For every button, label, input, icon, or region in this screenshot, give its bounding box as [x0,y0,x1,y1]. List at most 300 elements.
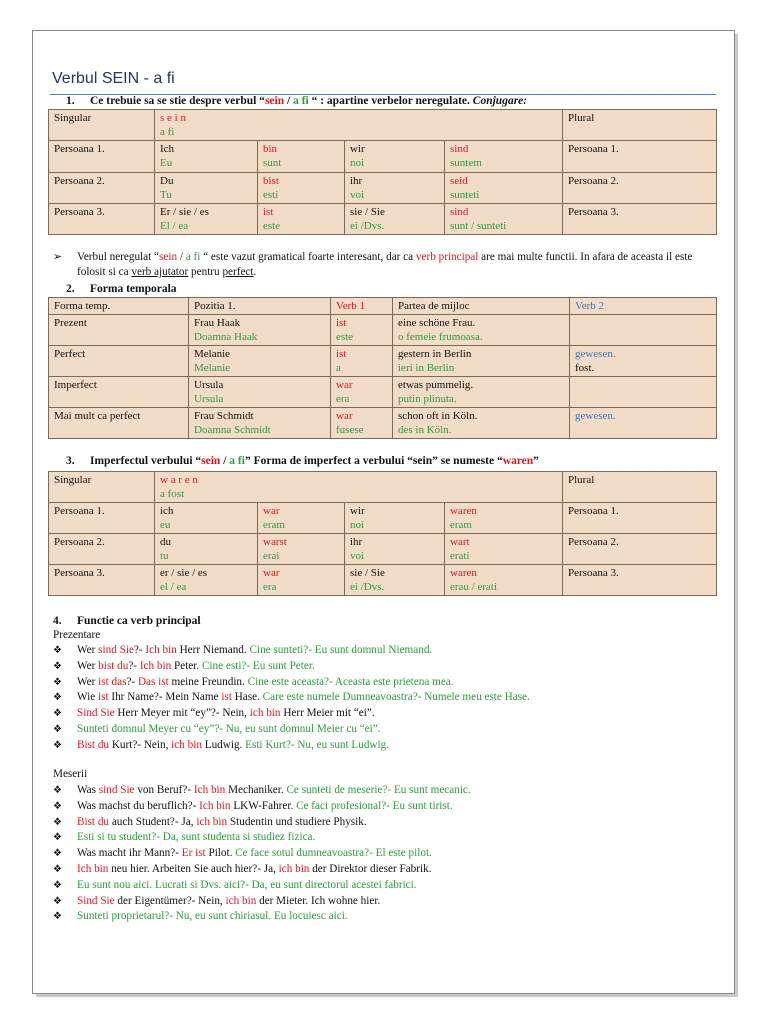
text-run: Du [160,175,174,187]
text-run: Plural [568,112,595,124]
cell-line [450,580,558,594]
table-cell [49,377,189,408]
diamond-bullet-icon: ❖ [53,723,62,735]
text-run: er / sie / es [160,567,208,579]
text-run: a fi [160,126,175,138]
list-item [53,894,471,910]
diamond-bullet-icon: ❖ [53,660,62,672]
text-run: Doamna Haak [194,331,258,343]
cell-line [160,518,253,532]
cell-line [350,205,440,219]
text-run: Care este numele Dumneavoastra?- Numele meu este Hase. [262,691,530,704]
table-cell [49,346,189,377]
cell-line [194,423,326,437]
table-cell [49,534,155,565]
text-run: Verb 1 [336,300,366,312]
cell-line [263,188,340,202]
table-cell [570,315,717,346]
cell-line [350,535,440,549]
table-cell [570,298,717,315]
text-run: der Direktor dieser Fabrik. [309,862,432,875]
cell-line [54,409,184,423]
cell-line [398,409,565,423]
diamond-bullet-icon: ❖ [53,676,62,688]
text-run: Ludwig. [201,738,246,751]
text-run: gewesen. [575,348,616,360]
table-cell [189,377,331,408]
section-number: 2. [66,283,75,295]
table-cell [258,173,345,204]
table-row [49,141,717,173]
text-run: Eu [160,157,173,169]
cell-line [575,347,712,361]
text-run: war [263,505,280,517]
text-run: era [263,581,277,593]
text-run: eu [160,519,171,531]
text-run: Persoana 2. [54,536,105,548]
text-run: ist das [98,675,127,688]
table-cell [445,173,563,204]
table-row [49,565,717,596]
table-cell [331,377,393,408]
table-cell [563,141,717,173]
table-row [49,346,717,377]
text-run: neu hier. Arbeiten Sie auch hier?- Ja, [108,862,279,875]
cell-line [160,188,253,202]
text-run: a fi [293,95,309,107]
cell-line [263,174,340,188]
text-run: Wer [77,675,99,688]
text-run: . [253,266,257,278]
text-run: tu [160,550,169,562]
cell-line [160,125,558,139]
text-run: ich bin [225,894,257,907]
cell-line [398,361,565,375]
list-item [53,846,471,862]
cell-line [263,156,340,170]
text-run: sind [450,206,469,218]
text-run: / [284,95,294,107]
cell-line [194,299,326,313]
text-run: Peter. [171,659,202,672]
text-run: eram [450,519,472,531]
list-item [53,722,530,738]
text-run: Melanie [194,362,231,374]
text-run: Tu [160,189,172,201]
prezentare-list [53,643,530,754]
table-row [49,298,717,315]
table-cell [345,565,445,596]
text-run: Persoana 1. [568,505,619,517]
text-run: noi [350,157,365,169]
list-item [53,783,471,799]
table-cell [445,503,563,534]
section-number: 4. [53,615,62,627]
table-cell [570,377,717,408]
heading-emphasis: Conjugare: [472,95,528,107]
text-run: Persoana 2. [54,175,105,187]
table-row [49,534,717,565]
text-run: Persoana 1. [54,143,105,155]
cell-line [263,219,340,233]
text-run: sein [201,455,221,467]
table-cell [445,534,563,565]
cell-line [263,504,340,518]
table-cell [155,503,258,534]
table-cell [49,408,189,439]
cell-line [160,535,253,549]
table-cell [155,204,258,235]
cell-line [54,205,150,219]
list-item [53,659,530,675]
text-run: des in Köln. [398,424,452,436]
text-run: Prezent [54,317,87,329]
cell-line [263,535,340,549]
section-number: 1. [66,95,75,107]
text-run: Persoana 2. [568,536,619,548]
list-item [53,738,530,754]
text-run: Frau Haak [194,317,241,329]
text-run: Eu sunt nou aici. Lucrati si Dvs. aici?- Da, eu sunt directorul acestei fabrici. [77,878,417,891]
text-run: a fost [160,488,185,500]
list-item [53,862,471,878]
table-cell [189,408,331,439]
text-run: sind [450,143,469,155]
cell-line [54,299,184,313]
bullet-paragraph [53,250,717,280]
table-cell [563,534,717,565]
table-cell [258,204,345,235]
table-cell [393,408,570,439]
meserii-label: Meserii [53,768,88,780]
text-run: Forma temp. [54,300,111,312]
cell-line [263,205,340,219]
list-item [53,909,471,925]
cell-line [336,378,388,392]
text-run: waren [450,567,477,579]
text-run: perfect [222,266,254,278]
table-cell [258,141,345,173]
text-run: ?- [133,644,146,656]
text-run: a fi [229,455,245,467]
text-run: pentru [188,266,223,278]
text-run: Bist du [77,738,110,751]
text-run: sunt / sunteti [450,220,507,232]
cell-line [54,473,150,487]
text-run: este [263,220,281,232]
cell-line [160,174,253,188]
cell-line [568,535,712,549]
table-cell [49,173,155,204]
cell-line [450,156,558,170]
text-run: sein [264,95,285,107]
text-run: auch Student?- Ja, [109,815,197,828]
cell-line [160,111,558,125]
text-run: gestern in Berlin [398,348,472,360]
list-item [53,690,530,706]
diamond-bullet-icon: ❖ [53,785,62,796]
text-run: ei /Dvs. [350,220,385,232]
table-cell [570,408,717,439]
text-run: bin [263,143,278,155]
cell-line [568,111,712,125]
list-item [53,799,471,815]
table-cell [393,315,570,346]
cell-line [350,566,440,580]
cell-line [450,174,558,188]
text-run: Ursula [194,379,224,391]
text-run: Cine esti?- Eu sunt Peter. [201,659,315,672]
table-row [49,503,717,534]
text-run: etwas pummelig. [398,379,474,391]
text-run: Doamna Schmidt [194,424,271,436]
section-2-heading [66,283,177,295]
table-cell [570,346,717,377]
text-run: sein [159,251,178,263]
text-run: meine Freundin. [168,675,248,688]
text-run: Persoana 3. [54,567,105,579]
list-item [53,815,471,831]
text-run: Er / sie / es [160,206,209,218]
cell-line [160,580,253,594]
section-4-heading [53,615,201,627]
page-shadow-right [735,34,738,996]
cell-line [194,392,326,406]
text-run: Esti Kurt?- Nu, eu sunt Ludwig. [245,738,390,751]
cell-line [350,142,440,156]
text-run: eram [263,519,285,531]
section-1-heading [66,95,527,107]
text-run: Hase. [231,691,263,704]
text-run: Cine este aceasta?- Aceasta este prietena mea. [247,675,454,688]
cell-line [568,205,712,219]
table-row [49,315,717,346]
table-row [49,472,717,503]
text-run: wir [350,143,365,155]
text-run: sind Sie [98,644,134,656]
diamond-bullet-icon: ❖ [53,848,62,860]
text-run: Persoana 2. [568,175,619,187]
table-cell [49,472,155,503]
text-run: wart [450,536,470,548]
table-cell [331,346,393,377]
table-cell [563,173,717,204]
cell-line [54,111,150,125]
text-run: el / ea [160,581,187,593]
cell-line [398,299,565,313]
cell-line [398,316,565,330]
text-run: Persoana 1. [568,143,619,155]
table-cell [155,472,563,503]
text-run: du [160,536,171,548]
text-run: a [336,362,341,374]
text-run: verb principal [415,251,479,263]
list-item [53,830,471,846]
cell-line [350,174,440,188]
table-cell [445,141,563,173]
table-cell [258,534,345,565]
text-run: Ich bin [139,659,172,672]
cell-line [160,156,253,170]
text-run: ihr [350,536,363,548]
cell-line [350,504,440,518]
cell-line [568,504,712,518]
text-run: / [220,455,230,467]
cell-line [336,423,388,437]
text-run: Was macht ihr Mann?- [77,847,182,860]
table-row [49,204,717,235]
table-cell [345,503,445,534]
cell-line [160,566,253,580]
text-run: “ este vazut gramatical foarte interesant, dar ca [200,251,416,263]
text-run: ” [533,455,539,467]
table-cell [445,565,563,596]
table-cell [49,110,155,141]
text-run: fusese [336,424,364,436]
cell-line [160,473,558,487]
table-row [49,110,717,141]
text-run: war [336,410,353,422]
list-item [53,643,530,659]
table-cell [49,315,189,346]
table-cell [49,204,155,235]
list-item [53,706,530,722]
table-cell [189,315,331,346]
list-item [53,675,530,691]
text-run: Mechaniker. [225,784,287,796]
table-cell [155,110,563,141]
text-run: Herr Meier mit “ei”. [280,707,375,720]
diamond-bullet-icon: ❖ [53,645,62,656]
text-run: sie / Sie [350,206,385,218]
prezentare-label: Prezentare [53,629,101,641]
cell-line [350,580,440,594]
diamond-bullet-icon: ❖ [53,863,62,875]
text-run: s e i n [160,112,186,124]
cell-line [450,142,558,156]
text-run: schon oft in Köln. [398,410,478,422]
table-cell [258,565,345,596]
text-run: Ce trebuie sa se stie despre verbul “ [90,95,265,107]
cell-line [398,378,565,392]
text-run: Esti si tu student?- Da, sunt studenta si studiez fizica. [77,831,316,844]
cell-line [160,487,558,501]
table-cell [563,204,717,235]
text-run: voi [350,189,365,201]
table-cell [345,204,445,235]
text-run: esti [263,189,279,201]
cell-line [568,473,712,487]
text-run: Ce faci profesional?- Eu sunt tirist. [296,799,453,812]
text-run: ihr [350,175,363,187]
text-run: Verb 2 [575,300,605,312]
text-run: Verbul neregulat “ [77,251,160,263]
diamond-bullet-icon: ❖ [53,879,62,891]
text-run: Imperfect [54,379,97,391]
text-run: fost. [575,362,595,374]
text-run: Mai mult ca perfect [54,410,141,422]
text-run: Melanie [194,348,231,360]
cell-line [575,299,712,313]
text-run: Imperfectul verbului “ [90,455,202,467]
text-run: Perfect [54,348,86,360]
text-run: are mai multe functii. In afara de aceasta il este folosit si ca [77,251,693,278]
conjugation-table-sein [48,109,717,235]
page-title: Verbul SEIN - a fi [52,70,175,87]
table-cell [331,408,393,439]
text-run: waren [502,455,534,467]
text-run: Singular [54,474,92,486]
text-run: Persoana 3. [568,206,619,218]
cell-line [263,566,340,580]
text-run: Ich bin [77,862,109,875]
cell-line [568,174,712,188]
text-run: Pilot. [205,847,236,860]
text-run: Herr Niemand. [176,644,250,656]
text-run: war [263,567,280,579]
text-run: sunteti [450,189,480,201]
text-run: verb ajutator [131,266,189,278]
text-run: Sunteti domnul Meyer cu “ey”?- Nu, eu sunt domnul Meier cu “ei”. [77,722,381,735]
table-cell [49,503,155,534]
cell-line [263,549,340,563]
cell-line [398,347,565,361]
text-run: Frau Schmidt [194,410,254,422]
text-run: era [336,393,350,405]
text-run: ich bin [249,707,281,720]
table-cell [345,141,445,173]
cell-line [398,392,565,406]
text-run: o femeie frumoasa. [398,331,483,343]
table-cell [393,298,570,315]
cell-line [194,409,326,423]
cell-line [350,156,440,170]
text-run: Sind Sie [77,707,115,720]
cell-line [54,535,150,549]
text-run: noi [350,519,365,531]
text-run: warst [263,536,287,548]
diamond-bullet-icon: ❖ [53,739,62,751]
table-cell [258,503,345,534]
text-run: Ce sunteti de meserie?- Eu sunt mecanic. [286,784,471,796]
table-cell [155,141,258,173]
table-row [49,377,717,408]
text-run: seid [450,175,468,187]
cell-line [568,142,712,156]
list-item [53,878,471,894]
text-run: wir [350,505,365,517]
text-run: ist [221,691,232,704]
cell-line [160,219,253,233]
text-run: ist [336,348,347,360]
text-run: suntem [450,157,482,169]
cell-line [450,535,558,549]
cell-line [160,504,253,518]
table-cell [345,534,445,565]
cell-line [160,205,253,219]
cell-line [336,409,388,423]
text-run: gewesen. [575,410,616,422]
text-run: Das ist [137,675,169,688]
section-number: 3. [66,455,75,467]
text-run: Wer [77,659,99,672]
table-row [49,408,717,439]
text-run: war [336,379,353,391]
table-cell [155,534,258,565]
conjugation-table-waren [48,471,717,596]
text-run: ei /Dvs. [350,581,385,593]
cell-line [450,549,558,563]
